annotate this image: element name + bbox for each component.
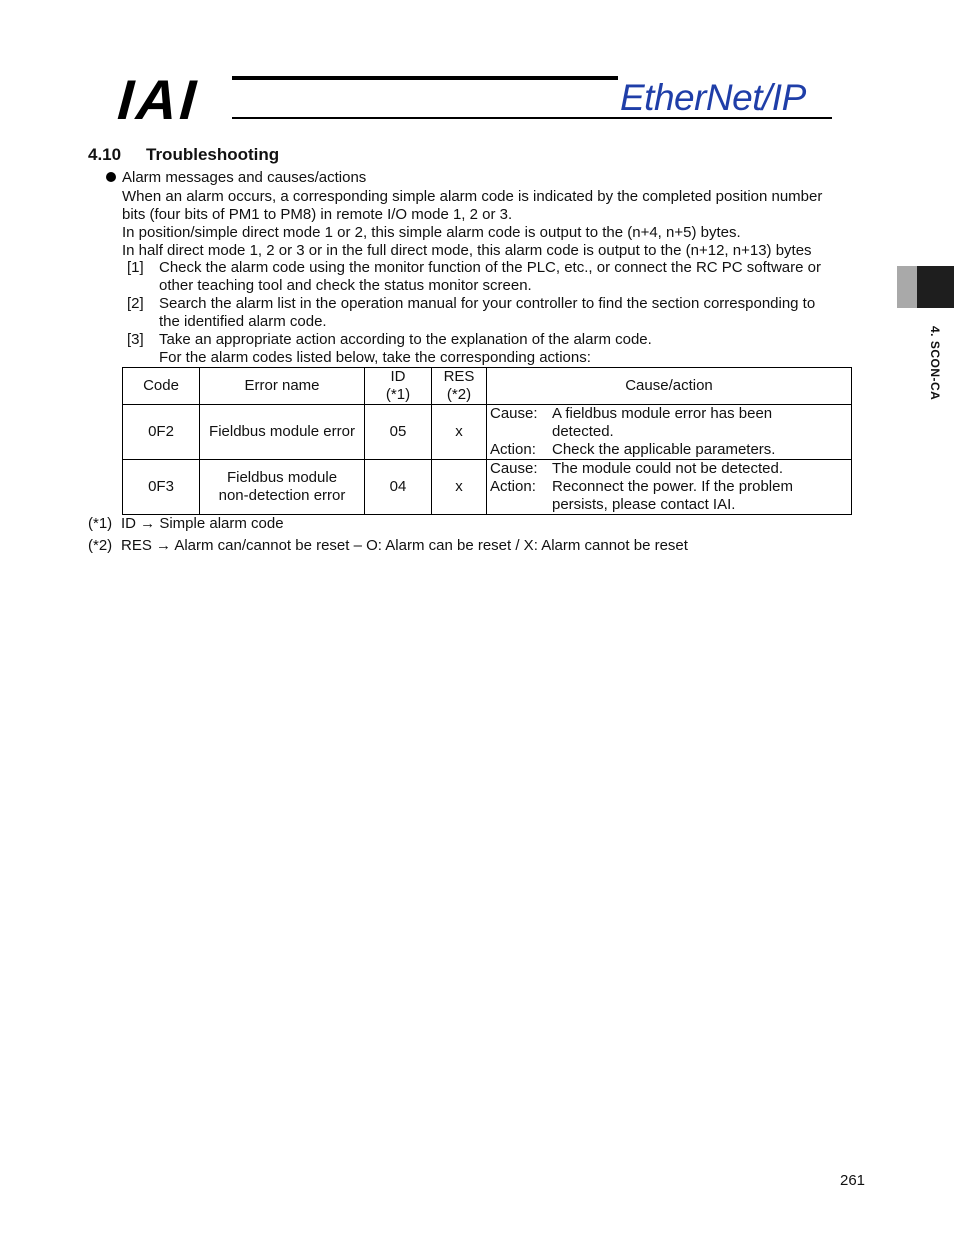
- step-text: For the alarm codes listed below, take the corresponding actions:: [159, 349, 591, 366]
- paragraph-line: In half direct mode 1, 2 or 3 or in the full direct mode, this alarm code is output to the (n+12, n+13) bytes: [122, 242, 812, 259]
- header-id: [365, 368, 432, 405]
- action-line: persists, please contact IAI.: [552, 496, 736, 513]
- footnote: [88, 515, 284, 533]
- header-error-name: Error name: [200, 368, 365, 405]
- header-res-line1: RES: [443, 368, 475, 385]
- action-label: Action:: [490, 441, 536, 458]
- action-label: Action:: [490, 478, 536, 495]
- header-id-line1: ID: [390, 368, 406, 385]
- footnote-number: (*2): [88, 537, 113, 554]
- step-text: Check the alarm code using the monitor function of the PLC, etc., or connect the RC PC software or: [159, 259, 821, 276]
- header-res: [432, 368, 487, 405]
- action-text: Check the applicable parameters.: [552, 441, 776, 458]
- step-number: [1]: [127, 259, 144, 276]
- cell-id: 05: [365, 405, 432, 460]
- cell-code: 0F3: [123, 460, 200, 515]
- table-header-row: [123, 368, 852, 405]
- step-text: other teaching tool and check the status monitor screen.: [159, 277, 532, 294]
- paragraph-line: bits (four bits of PM1 to PM8) in remote I/O mode 1, 2 or 3.: [122, 206, 513, 223]
- cell-code: 0F2: [123, 405, 200, 460]
- cause-line: detected.: [552, 423, 614, 440]
- step-text: Take an appropriate action according to the explanation of the alarm code.: [159, 331, 652, 348]
- header-cause-action: Cause/action: [487, 368, 852, 405]
- alarm-code-table: [122, 367, 852, 515]
- cause-label: Cause:: [490, 405, 538, 422]
- cause-label: Cause:: [490, 460, 538, 477]
- action-line: Reconnect the power. If the problem: [552, 478, 793, 495]
- step-number: [2]: [127, 295, 144, 312]
- cause-text: The module could not be detected.: [552, 460, 783, 477]
- step-text: the identified alarm code.: [159, 313, 327, 330]
- section-title: [88, 145, 279, 165]
- paragraph-line: In position/simple direct mode 1 or 2, this simple alarm code is output to the (n+4, n+5) bytes.: [122, 224, 741, 241]
- section-title-text: Troubleshooting: [146, 145, 280, 164]
- side-tab-dark-block: [917, 266, 954, 308]
- action-text: [552, 478, 851, 514]
- header-code: Code: [123, 368, 200, 405]
- error-name-line: Fieldbus module: [226, 469, 338, 486]
- iai-logo: IAI: [115, 68, 201, 131]
- cell-cause-action: [487, 405, 852, 460]
- cell-res: x: [432, 405, 487, 460]
- cell-res: x: [432, 460, 487, 515]
- page-number: 261: [840, 1172, 866, 1189]
- paragraph-line: When an alarm occurs, a corresponding simple alarm code is indicated by the completed position number: [122, 188, 823, 205]
- error-name-line: Fieldbus module error: [209, 423, 355, 440]
- cause-text: [552, 405, 851, 441]
- step-number: [3]: [127, 331, 144, 348]
- footnote-text: RES → Alarm can/cannot be reset – O: Alarm can be reset / X: Alarm cannot be reset: [121, 537, 688, 554]
- table-row: [123, 460, 852, 515]
- footnote: [88, 537, 688, 555]
- header-id-line2: (*1): [385, 386, 411, 403]
- footnote-number: (*1): [88, 515, 113, 532]
- table-row: [123, 405, 852, 460]
- error-name-line: non-detection error: [218, 487, 346, 504]
- bullet-icon: [106, 172, 116, 182]
- header-res-line2: (*2): [446, 386, 472, 403]
- side-tab-label: 4. SCON-CA: [928, 326, 942, 401]
- header-rule-top: [232, 76, 618, 80]
- bullet-heading: Alarm messages and causes/actions: [122, 169, 367, 186]
- section-number: 4.10: [88, 145, 122, 164]
- cause-line: A fieldbus module error has been: [552, 405, 773, 422]
- ethernetip-logo: EtherNet/IP: [620, 77, 806, 118]
- cell-error-name: [200, 405, 365, 460]
- cell-id: 04: [365, 460, 432, 515]
- cell-cause-action: [487, 460, 852, 515]
- cell-error-name: [200, 460, 365, 515]
- side-tab-gray-block: [897, 266, 917, 308]
- footnote-text: ID → Simple alarm code: [121, 515, 284, 532]
- step-text: Search the alarm list in the operation manual for your controller to find the section corresponding to: [159, 295, 816, 312]
